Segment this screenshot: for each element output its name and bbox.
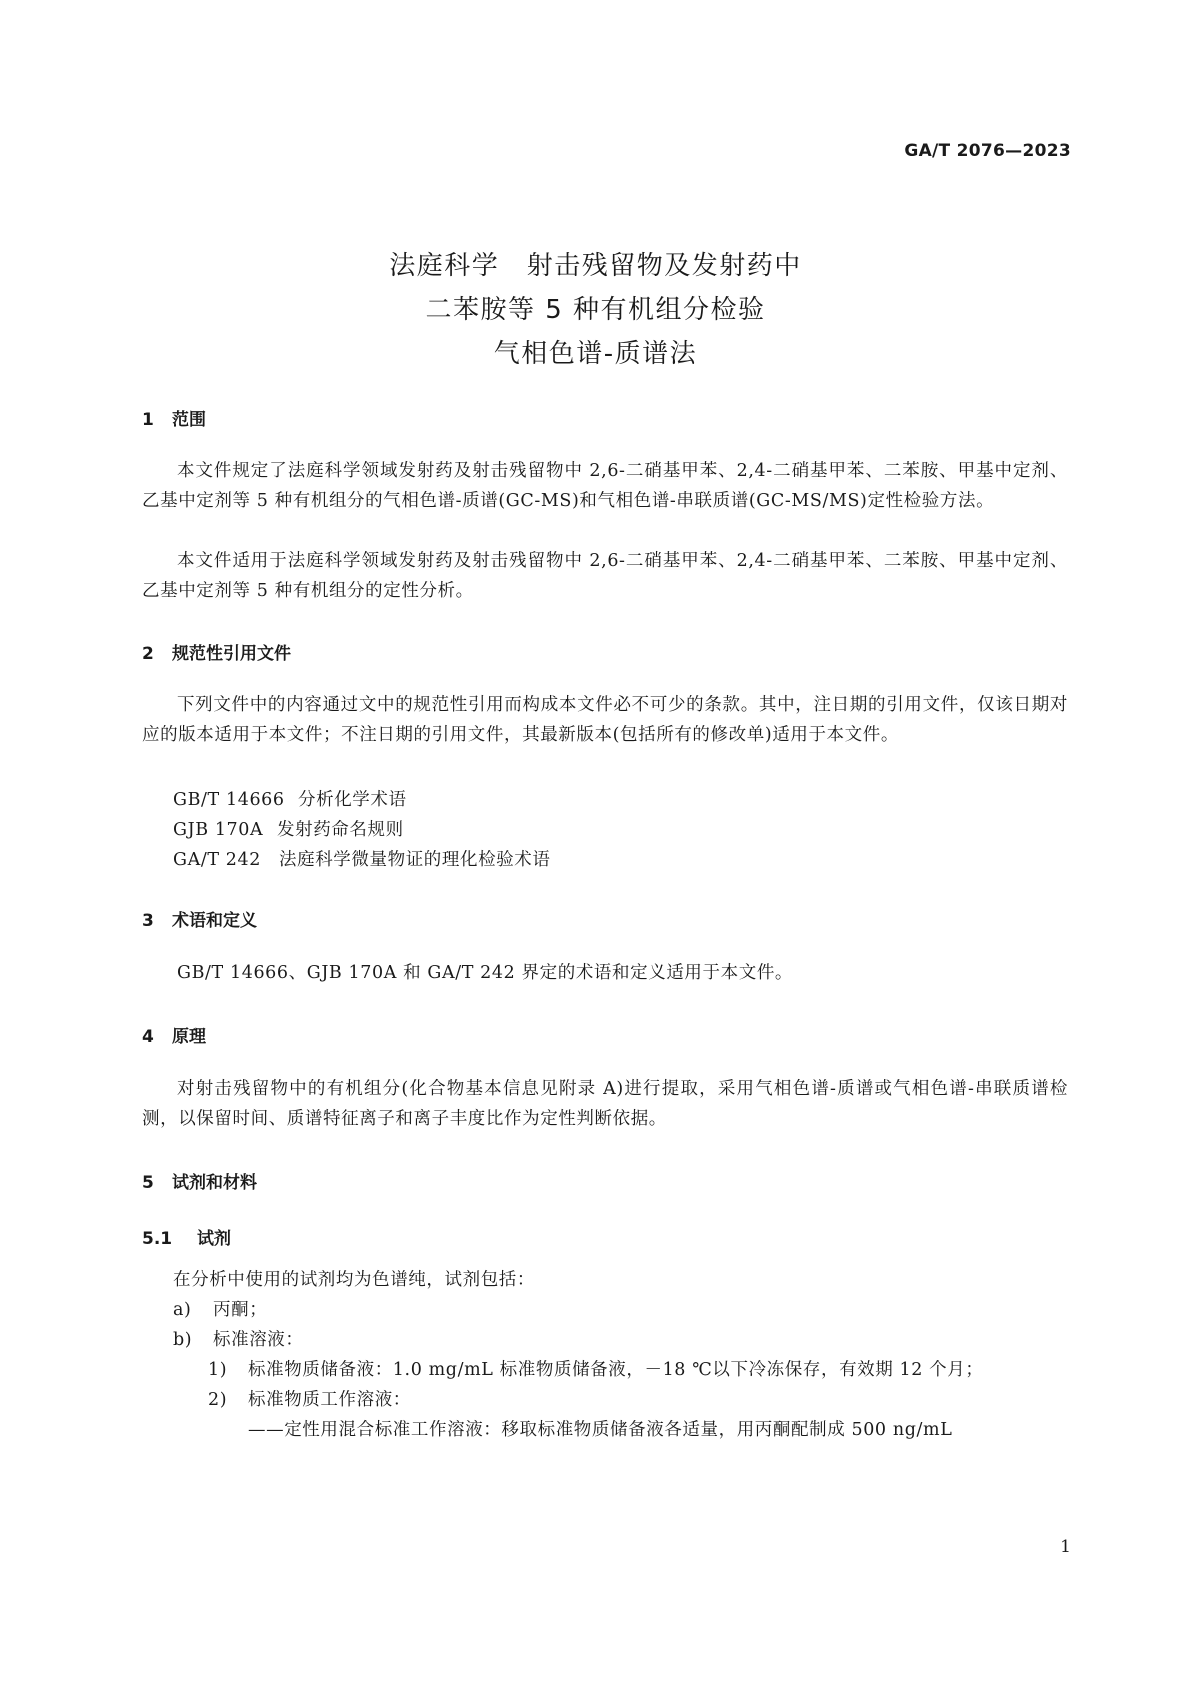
list-marker: 1) <box>208 1360 228 1380</box>
reference-name: 发射药命名规则 <box>277 820 404 840</box>
section-number: 5 <box>142 1173 154 1193</box>
reference-item <box>173 786 407 811</box>
reference-item <box>173 846 551 871</box>
reference-name: 分析化学术语 <box>298 790 407 810</box>
title-line-3: 气相色谱-质谱法 <box>493 339 698 369</box>
section-1-paragraph-1: 本文件规定了法庭科学领域发射药及射击残留物中 2,6-二硝基甲苯、2,4-二硝基甲苯、二苯胺、甲基中定剂、乙基中定剂等 5 种有机组分的气相色谱-质谱(GC-MS)和气相色谱-串联质谱(GC-MS/MS)定性检验方法。 <box>142 461 1068 511</box>
section-1-heading <box>142 405 206 430</box>
list-text: 标准溶液： <box>213 1330 304 1350</box>
section-5-1-heading <box>142 1224 231 1249</box>
section-number: 1 <box>142 410 154 430</box>
section-4-paragraph-1: 对射击残留物中的有机组分(化合物基本信息见附录 A)进行提取，采用气相色谱-质谱或气相色谱-串联质谱检测，以保留时间、质谱特征离子和离子丰度比作为定性判断依据。 <box>142 1079 1068 1129</box>
section-title: 范围 <box>172 410 206 430</box>
list-text: 标准物质工作溶液： <box>248 1390 411 1410</box>
reference-code: GB/T 14666 <box>173 790 285 810</box>
section-1-paragraph-2: 本文件适用于法庭科学领域发射药及射击残留物中 2,6-二硝基甲苯、2,4-二硝基甲苯、二苯胺、甲基中定剂、乙基中定剂等 5 种有机组分的定性分析。 <box>142 551 1068 601</box>
section-title: 术语和定义 <box>172 911 257 931</box>
dash-list-item: ——定性用混合标准工作溶液：移取标准物质储备液各适量，用丙酮配制成 500 ng/mL <box>248 1420 953 1440</box>
subsection-number: 5.1 <box>142 1229 173 1249</box>
sub-list-item-2 <box>208 1386 411 1411</box>
page-number: 1 <box>1060 1537 1071 1557</box>
list-marker: a) <box>173 1300 192 1320</box>
list-item-b <box>173 1326 304 1351</box>
section-title: 规范性引用文件 <box>172 644 291 664</box>
reagent-intro: 在分析中使用的试剂均为色谱纯，试剂包括： <box>173 1270 535 1290</box>
section-number: 3 <box>142 911 154 931</box>
reference-item <box>173 816 404 841</box>
subsection-title: 试剂 <box>197 1229 231 1249</box>
list-item-a <box>173 1296 267 1321</box>
list-marker: b) <box>173 1330 193 1350</box>
title-line-2: 二苯胺等 5 种有机组分检验 <box>425 295 766 325</box>
list-text: 丙酮； <box>213 1300 268 1320</box>
reference-code: GJB 170A <box>173 820 264 840</box>
section-number: 2 <box>142 644 154 664</box>
list-text: 标准物质储备液：1.0 mg/mL 标准物质储备液，－18 ℃以下冷冻保存，有效期 12 个月； <box>248 1360 984 1380</box>
section-3-heading <box>142 906 257 931</box>
standard-code: GA/T 2076—2023 <box>904 141 1071 161</box>
reference-name: 法庭科学微量物证的理化检验术语 <box>279 850 551 870</box>
title-line-1: 法庭科学 射击残留物及发射药中 <box>389 251 802 281</box>
section-2-paragraph-1: 下列文件中的内容通过文中的规范性引用而构成本文件必不可少的条款。其中，注日期的引用文件，仅该日期对应的版本适用于本文件；不注日期的引用文件，其最新版本(包括所有的修改单)适用于本文件。 <box>142 695 1068 745</box>
section-title: 试剂和材料 <box>172 1173 257 1193</box>
section-5-heading <box>142 1168 257 1193</box>
section-3-paragraph-1: GB/T 14666、GJB 170A 和 GA/T 242 界定的术语和定义适用于本文件。 <box>177 963 794 983</box>
section-4-heading <box>142 1022 206 1047</box>
reference-code: GA/T 242 <box>173 850 261 870</box>
section-title: 原理 <box>172 1027 206 1047</box>
list-marker: 2) <box>208 1390 228 1410</box>
sub-list-item-1 <box>208 1356 983 1381</box>
section-number: 4 <box>142 1027 154 1047</box>
section-2-heading <box>142 639 291 664</box>
